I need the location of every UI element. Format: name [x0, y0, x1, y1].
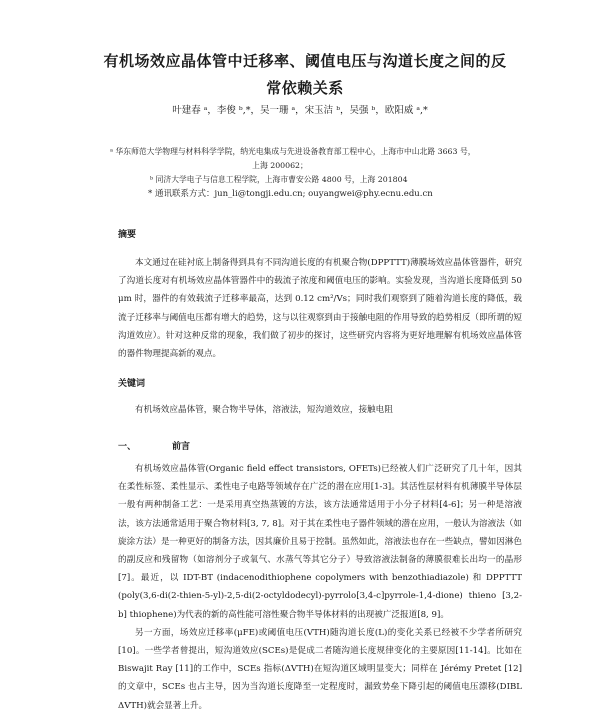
- affiliation-a-line1: ᵃ 华东师范大学物理与材料科学学院，纳光电集成与先进设备教育部工程中心，上海市中山北路 3663 号，: [110, 147, 476, 156]
- affiliation-b: ᵇ 同济大学电子与信息工程学院，上海市曹安公路 4800 号，上海 201804: [150, 175, 408, 184]
- affiliations: [110, 145, 530, 201]
- introduction-body: [118, 460, 522, 715]
- abstract-body: [118, 254, 522, 363]
- section-number: 一、: [118, 442, 137, 452]
- keywords-text: 有机场效应晶体管，聚合物半导体，溶液法，短沟道效应，接触电阻: [135, 405, 393, 415]
- keywords-heading: 关键词: [118, 379, 146, 389]
- abstract-text: 本文通过在硅衬底上制备得到具有不同沟道长度的有机聚合物(DPPTTT)薄膜场效应晶体管器件，研究了沟道长度对有机场效应晶体管器件中的载流子浓度和阈值电压的影响。实验发现，当沟道长度降低到 50 μm 时，器件的有效载流子迁移率最高，达到 0.12 cm²/Vs；同时我们观察到了随着沟道长度的降低，载流子迁移率与阈值电压都有增大的趋势，这与以往观察到由于接触电阻的作用导致的趋势相反（即所谓的短沟道效应）。针对这种反常的现象，我们做了初步的探讨，这些研究内容将为更好地理解有机场效应晶体管的器件物理提高新的观点。: [118, 258, 522, 360]
- contact-info: * 通讯联系方式：jun_li@tongji.edu.cn; ouyangwei@phy.ecnu.edu.cn: [148, 189, 433, 199]
- author-list: 叶建春 ᵃ，李俊 ᵇ,*，吴一珊 ᵃ，宋玉洁 ᵇ，吴强 ᵇ，欧阳威 ᵃ,*: [172, 105, 428, 116]
- abstract-heading: 摘要: [118, 230, 137, 240]
- title-line-1: 有机场效应晶体管中迁移率、阈值电压与沟道长度之间的反: [103, 52, 507, 70]
- affiliation-a-line2: 上海 200062；: [252, 161, 308, 170]
- paper-title: [90, 48, 520, 102]
- intro-paragraph-1: 有机场效应晶体管(Organic field effect transistors, OFETs)已经被人们广泛研究了几十年，因其在柔性标签、柔性显示、柔性电子电路等领域存在广泛的潜在应用[1-3]。其活性层材料有机薄膜半导体层一般有两种制备工艺：一是采用真空热蒸镀的方法，该方法通常适用于小分子材料[4-6]；另一种是溶液法，该方法通常适用于聚合物材料[3, 7, 8]。对于其在柔性电子器件领域的潜在应用，一般认为溶液法（如旋涂方法）是一种更好的制备方法，因其廉价且易于控制。虽然如此，溶液法也存在一些缺点，譬如因淋色的副反应和残留物（如溶剂分子或氧气、水蒸气等其它分子）导致溶液法制备的薄膜很难长出均一的晶形[7]。最近，以 IDT-BT (indacenodithiophene copolymers with benzothiadiazole) 和 DPPTTT (poly(3,6-di(2-thien-5-yl)-2,5-di(2-octyldodecyl)-pyrrolo[3,4-c]pyrrole-1,4-dione) thieno [3,2-b] thiophene)为代表的新的高性能可溶性聚合物半导体材料的出现被广泛报道[8, 9]。: [118, 464, 522, 620]
- title-line-2: 常依赖关系: [266, 79, 344, 97]
- intro-paragraph-2: 另一方面，场效应迁移率(μFE)或阈值电压(VTH)随沟道长度(L)的变化关系已经被不少学者所研究[10]。一些学者曾提出，短沟道效应(SCEs)是促成二者随沟道长度规律变化的主要原因[11-14]。比如在 Biswajit Ray [11]的工作中，SCEs 指标(ΔVTH)在短沟道区域明显变大；同样在 Jérémy Pretet [12]的文章中，SCEs 也占主导，因为当沟道长度降至一定程度时，漏致势垒下降引起的阈值电压漂移(DIBL ΔVTH)就会显著上升。: [118, 627, 522, 711]
- section-title: 前言: [172, 442, 191, 452]
